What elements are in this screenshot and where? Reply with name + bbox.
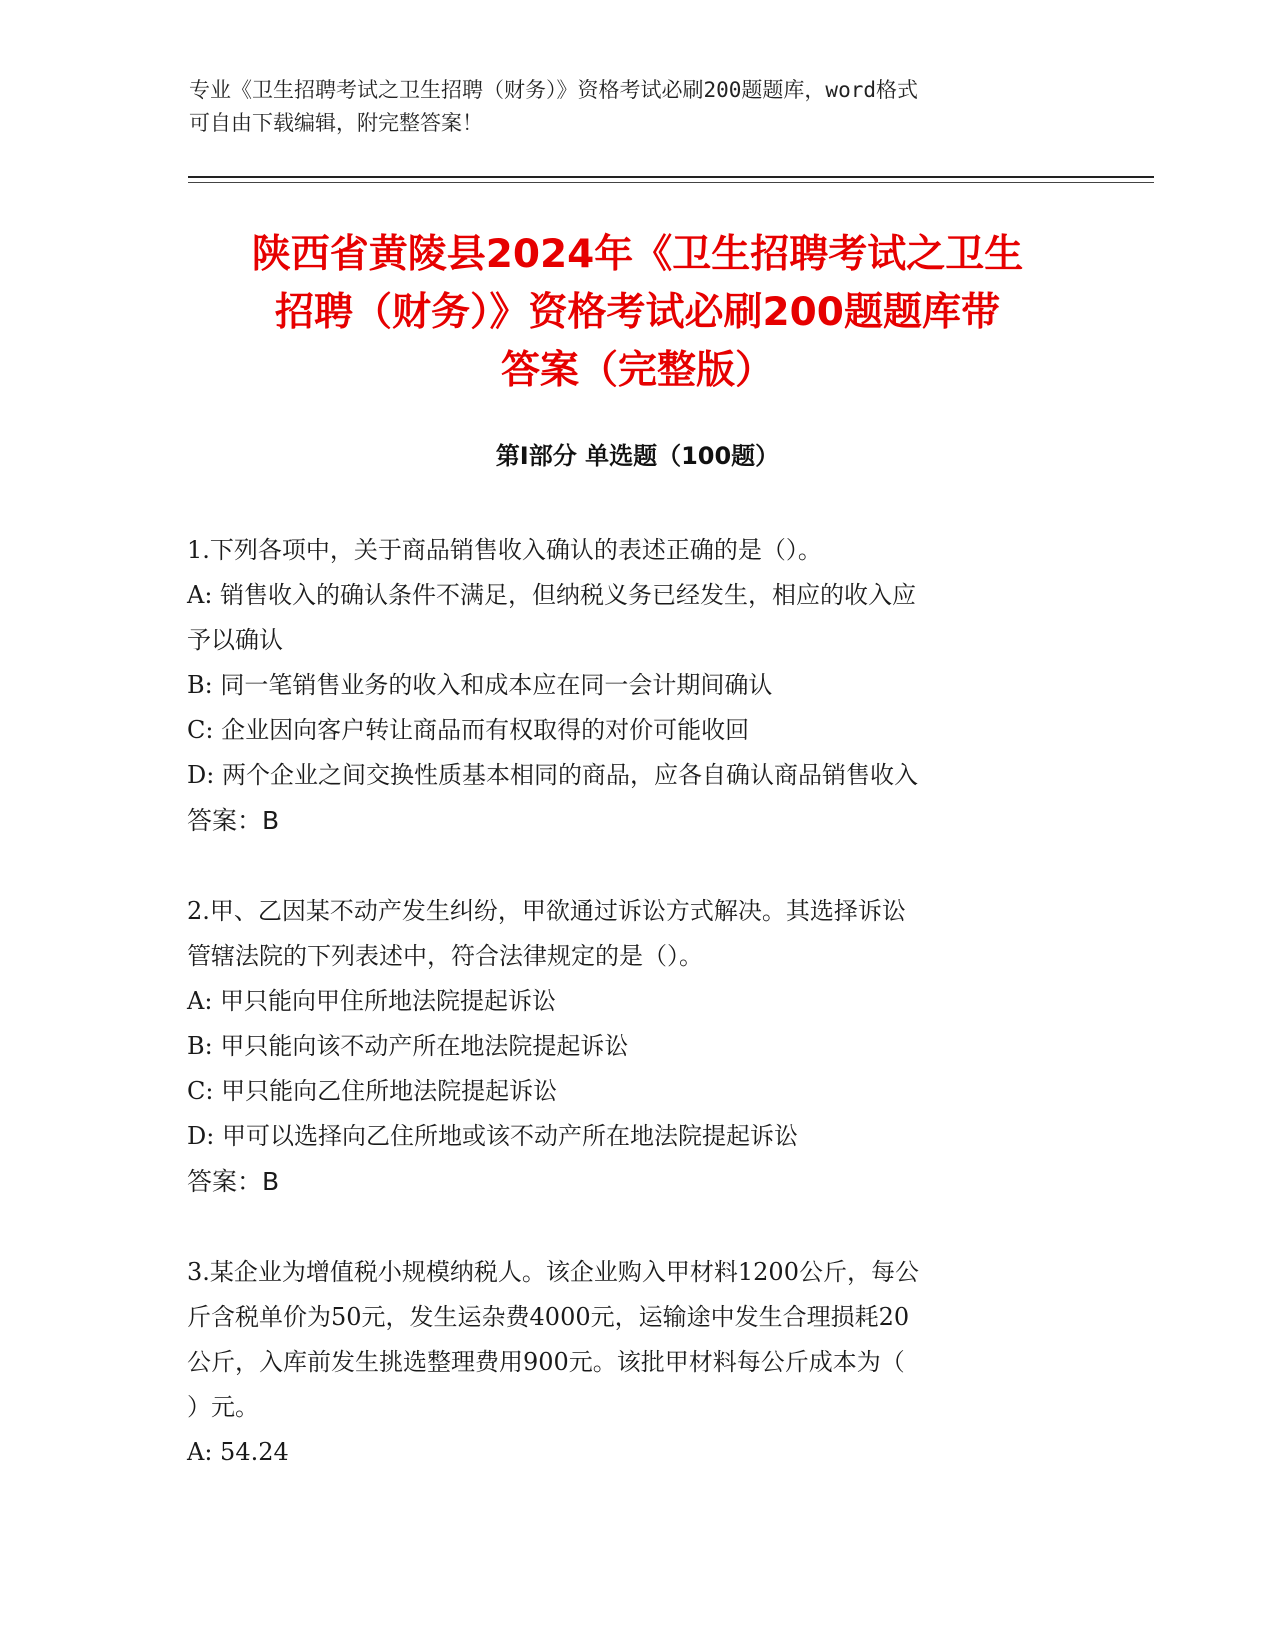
title-line-1: 陕西省黄陵县2024年《卫生招聘考试之卫生	[251, 232, 1024, 277]
option-c: C: 甲只能向乙住所地法院提起诉讼	[187, 1077, 558, 1105]
header-note-line-2: 可自由下载编辑，附完整答案！	[189, 111, 483, 135]
question-list	[187, 528, 1087, 1521]
question-stem-line: 斤含税单价为50元，发生运杂费4000元，运输途中发生合理损耗20	[187, 1303, 910, 1331]
answer: 答案：B	[187, 806, 280, 835]
option-c: C: 企业因向客户转让商品而有权取得的对价可能收回	[187, 716, 750, 744]
question-stem-line: ）元。	[187, 1393, 259, 1421]
option-a-continuation: 予以确认	[187, 626, 283, 654]
option-a: A: 甲只能向甲住所地法院提起诉讼	[187, 987, 557, 1015]
answer: 答案：B	[187, 1167, 280, 1196]
option-a: A: 54.24	[187, 1438, 289, 1466]
question-3	[187, 1250, 1087, 1475]
header-note	[189, 74, 1089, 140]
option-d: D: 甲可以选择向乙住所地或该不动产所在地法院提起诉讼	[187, 1122, 798, 1150]
header-rule-thick	[188, 176, 1154, 178]
question-stem-line: 管辖法院的下列表述中，符合法律规定的是（）。	[187, 942, 703, 970]
question-stem-line: 1.下列各项中，关于商品销售收入确认的表述正确的是（）。	[187, 536, 822, 564]
option-b: B: 同一笔销售业务的收入和成本应在同一会计期间确认	[187, 671, 773, 699]
section-title: 第Ⅰ部分 单选题（100题）	[495, 442, 780, 470]
question-2	[187, 889, 1087, 1204]
option-a: A: 销售收入的确认条件不满足，但纳税义务已经发生，相应的收入应	[187, 581, 917, 609]
question-stem-line: 公斤，入库前发生挑选整理费用900元。该批甲材料每公斤成本为（	[187, 1348, 905, 1376]
document-title	[160, 226, 1115, 400]
header-note-line-1: 专业《卫生招聘考试之卫生招聘（财务）》资格考试必刷200题题库，word格式	[189, 78, 918, 102]
question-stem-line: 3.某企业为增值税小规模纳税人。该企业购入甲材料1200公斤，每公	[187, 1258, 919, 1286]
option-b: B: 甲只能向该不动产所在地法院提起诉讼	[187, 1032, 629, 1060]
header-rule-thin	[188, 182, 1154, 183]
title-line-2: 招聘（财务）》资格考试必刷200题题库带	[275, 290, 1000, 335]
option-d: D: 两个企业之间交换性质基本相同的商品，应各自确认商品销售收入	[187, 761, 918, 789]
title-line-3: 答案（完整版）	[500, 348, 774, 393]
question-stem-line: 2.甲、乙因某不动产发生纠纷，甲欲通过诉讼方式解决。其选择诉讼	[187, 897, 906, 925]
question-1	[187, 528, 1087, 843]
